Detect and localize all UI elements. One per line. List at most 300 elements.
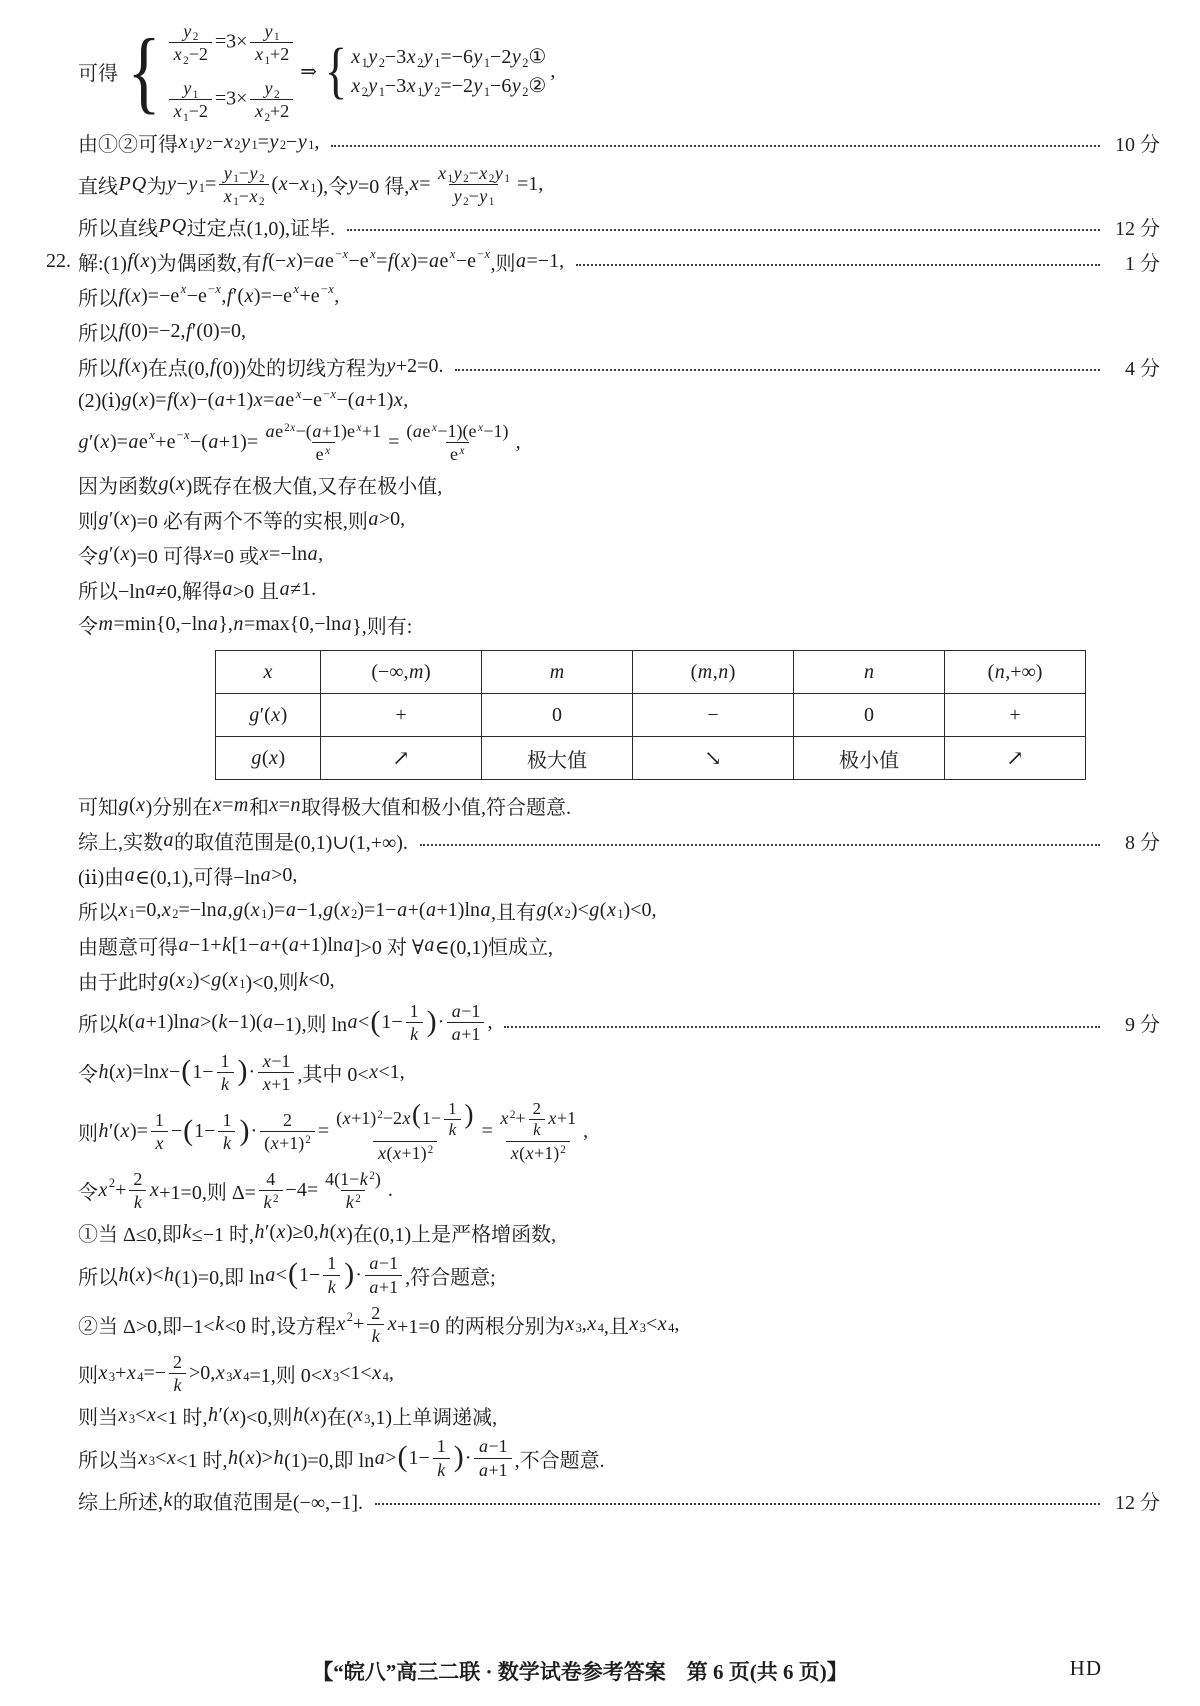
- equation-system-rows: [166, 21, 296, 122]
- math-var: x: [223, 185, 232, 206]
- math-content: (ⅱ)由 a ∈(0,1),可得−ln a >0,: [78, 864, 298, 890]
- fraction-denominator: a+1: [447, 1022, 484, 1044]
- big-paren: ): [464, 1099, 474, 1130]
- equation-row: x 2y 1−3x 1y 2=−2y 1−6y 2②: [351, 75, 547, 100]
- fraction-denominator: [367, 1324, 384, 1346]
- math-line: [0, 1051, 1160, 1094]
- superscript: [476, 422, 483, 434]
- fraction-numerator: x−1: [262, 1050, 291, 1071]
- math-var: x: [173, 44, 182, 65]
- fraction: [217, 1051, 234, 1094]
- math-var: a: [288, 934, 299, 957]
- math-line: [0, 21, 1160, 122]
- subscript: 1: [198, 180, 205, 195]
- math-var: x: [299, 172, 309, 195]
- table-cell: [945, 694, 1086, 737]
- dot-leader: [347, 229, 1100, 231]
- math-var: a: [428, 249, 439, 272]
- table-row-label: g′(x): [216, 694, 321, 737]
- math-line: [0, 128, 1160, 157]
- table-cell: [482, 737, 633, 780]
- math-var: x: [269, 794, 279, 817]
- dot-leader: [375, 1503, 1100, 1505]
- math-line: [0, 387, 1160, 415]
- subscript: 1: [233, 172, 239, 185]
- trend-arrow-icon: ↘: [704, 745, 722, 770]
- math-var: a: [259, 934, 270, 957]
- math-var: g: [98, 543, 109, 566]
- fraction: [250, 78, 293, 124]
- math-var: f: [118, 284, 125, 307]
- fraction: [260, 1110, 315, 1153]
- math-var: x: [484, 247, 491, 262]
- fraction-numerator: $(x+1)^2-2x(1-$ $\frac{1}{k}$ ): [336, 1098, 474, 1140]
- math-var: y: [183, 21, 192, 41]
- math-var: x: [98, 1179, 108, 1202]
- subscript: 2: [234, 138, 241, 153]
- math-var: x: [336, 1312, 346, 1335]
- math-var: g: [98, 508, 109, 531]
- math-content: 由①②可得 x 1 y 2 − x 2 y 1 = y 2 − y 1 ,: [78, 130, 320, 156]
- math-var: x: [180, 389, 190, 412]
- math-var: k: [263, 1192, 272, 1213]
- subscript: 2: [564, 906, 571, 921]
- math-var: a: [369, 1253, 379, 1274]
- math-var: f: [127, 249, 133, 272]
- math-var: x: [250, 899, 260, 922]
- subscript: 4: [137, 1369, 144, 1384]
- math-var: k: [173, 1375, 182, 1396]
- subscript: 3: [128, 1412, 136, 1427]
- subscript: 3: [108, 1369, 116, 1384]
- subscript: 2: [522, 85, 529, 100]
- math-content: 所以 k ( a +1)ln a >( k −1)( a −1),则 ln a < ( 1− $\frac{1}{k}$ ) · $\frac{a-1}{a+1}$ ,: [78, 1001, 493, 1045]
- math-var: x: [253, 389, 263, 412]
- math-var: h: [118, 1263, 129, 1286]
- math-var: a: [222, 578, 233, 601]
- subscript: 2: [361, 85, 368, 100]
- subscript: 4: [668, 1320, 675, 1335]
- math-var: a: [312, 420, 322, 441]
- math-var: x: [262, 1073, 271, 1094]
- math-var: x: [146, 1404, 156, 1427]
- table-row: [216, 694, 1086, 737]
- math-var: x: [629, 1312, 639, 1335]
- subscript: 4: [597, 1320, 604, 1335]
- table-row: [216, 737, 1086, 780]
- superscript: [458, 445, 465, 457]
- subscript: 2: [463, 196, 469, 209]
- math-var: y: [473, 75, 483, 98]
- math-var: x: [212, 794, 222, 817]
- math-var: x: [138, 1446, 148, 1469]
- fraction-denominator: [151, 1131, 168, 1153]
- math-line: [0, 282, 1160, 311]
- subscript: 1: [183, 111, 189, 124]
- fraction: [447, 1001, 484, 1044]
- superscript: 2: [108, 1176, 116, 1191]
- math-var: x: [173, 101, 182, 122]
- math-var: h: [98, 1120, 109, 1142]
- math-var: f: [167, 389, 173, 412]
- math-var: x: [176, 969, 186, 992]
- math-var: g: [251, 746, 262, 769]
- math-var: x: [100, 431, 110, 454]
- subscript: 3: [226, 1369, 233, 1384]
- math-var: x: [98, 1362, 108, 1385]
- math-var: x: [136, 794, 146, 817]
- fraction: [402, 421, 512, 464]
- subscript: 2: [434, 85, 441, 100]
- math-var: x: [139, 389, 149, 412]
- math-var: k: [182, 1221, 192, 1244]
- math-var: x: [437, 162, 446, 183]
- fraction-denominator: [444, 1119, 460, 1140]
- math-content: 所以 h ( x )< h (1)=0,即 ln a < ( 1− $\frac{1}{k}$ ) · $\frac{a-1}{a+1}$ ,符合题意;: [78, 1253, 496, 1297]
- math-var: h: [292, 1404, 303, 1427]
- table-row-label: g(x): [216, 737, 321, 780]
- fraction-numerator: 1: [409, 1001, 419, 1022]
- equation-row: $\frac{y 1}{x 1-2}$ =3× $\frac{y 2}{x 2+2}$: [166, 78, 296, 121]
- math-var: x: [244, 284, 254, 307]
- fraction-numerator: [260, 78, 284, 99]
- fraction: [169, 78, 212, 124]
- math-var: a: [314, 249, 325, 272]
- subscript: 3: [148, 1454, 156, 1469]
- fraction: [218, 1110, 235, 1153]
- math-var: a: [478, 1436, 488, 1457]
- fraction: [258, 1051, 294, 1094]
- math-var: m: [98, 613, 113, 636]
- math-var: k: [163, 1488, 173, 1511]
- table-header-cell: (−∞,m): [321, 651, 482, 694]
- math-var: a: [145, 578, 156, 601]
- math-var: y: [494, 162, 503, 183]
- math-line: [0, 575, 1160, 604]
- math-content: 由于此时 g ( x 2 )< g ( x 1 )<0,则 k <0,: [78, 969, 335, 995]
- equation-system-rows: [351, 44, 547, 98]
- math-var: x: [178, 130, 188, 153]
- math-var: k: [118, 1011, 128, 1034]
- math-var: y: [167, 172, 177, 195]
- fraction: [365, 1253, 402, 1296]
- fraction-denominator: [259, 1190, 283, 1212]
- superscript: −x: [334, 247, 348, 262]
- math-line: [0, 826, 1160, 855]
- fraction: [259, 1169, 283, 1212]
- table-cell: [482, 694, 633, 737]
- fraction-denominator: [529, 1119, 545, 1140]
- superscript: −x: [477, 247, 491, 262]
- table-cell-value: +: [1009, 703, 1021, 726]
- math-content: 则当 x 3 < x <1 时, h ′( x )<0,则 h ( x )在( x 3 ,1)上单调递减,: [78, 1404, 498, 1430]
- superscript: 2: [509, 1108, 516, 1121]
- math-var: g: [158, 969, 169, 992]
- math-var: Q: [131, 172, 147, 195]
- subscript: 1: [308, 138, 315, 153]
- math-var: x: [230, 1404, 239, 1427]
- superscript: 2: [427, 1143, 434, 1156]
- math-var: g: [118, 794, 129, 817]
- subscript: 1: [417, 85, 424, 100]
- math-var: y: [453, 162, 462, 183]
- math-var: a: [343, 934, 354, 957]
- math-var: x: [510, 1142, 519, 1163]
- math-var: x: [270, 1133, 279, 1153]
- math-var: a: [279, 578, 290, 601]
- superscript: [448, 247, 456, 262]
- score-label: 1 分: [1125, 252, 1160, 275]
- math-var: x: [295, 386, 302, 401]
- math-var: x: [587, 1312, 597, 1335]
- math-content: 综上,实数 a 的取值范围是(0,1)∪(1,+∞).: [78, 829, 408, 855]
- table-header-cell: (n,+∞): [945, 651, 1086, 694]
- math-var: x: [215, 1362, 225, 1385]
- math-var: a: [208, 431, 219, 454]
- subscript: 1: [251, 138, 258, 153]
- subscript: 1: [617, 906, 624, 921]
- score-label: 4 分: [1125, 357, 1160, 380]
- math-var: a: [374, 1446, 385, 1469]
- math-var: a: [412, 420, 422, 441]
- math-var: x: [183, 428, 190, 443]
- superscript: [294, 387, 302, 402]
- equation-row: $\frac{y 2}{x 2-2}$ =3× $\frac{y 1}{x 1+2}$: [166, 21, 296, 64]
- math-content: 令 g ′( x )=0 可得 x =0 或 x =−ln a ,: [78, 543, 324, 569]
- fraction-denominator: x 1−2: [169, 99, 212, 121]
- superscript: [292, 282, 300, 297]
- fraction-numerator: x $^2$+ $\frac{2}{k}$ x+1: [500, 1098, 577, 1140]
- math-var: x: [477, 421, 483, 434]
- math-var: x: [401, 249, 411, 272]
- math-var: x: [340, 899, 350, 922]
- math-var: x: [118, 899, 128, 922]
- math-var: x: [351, 75, 361, 98]
- fraction-denominator: [433, 1458, 450, 1480]
- fraction-numerator: 2: [371, 1302, 381, 1323]
- fraction: [169, 21, 212, 67]
- superscript: 2: [369, 1170, 375, 1182]
- math-var: k: [222, 1133, 231, 1153]
- subscript: 1: [361, 56, 368, 71]
- subscript: 2: [183, 54, 189, 67]
- math-content: 所以 f ( x )=−e x −e −x , f ′( x )=−e x +e −x ,: [78, 282, 340, 310]
- math-var: x: [372, 1362, 382, 1385]
- fraction-numerator: a−1: [451, 1001, 481, 1022]
- math-var: x: [406, 75, 416, 98]
- equation-row: x 1y 2−3x 2y 1=−6y 1−2y 2①: [351, 46, 547, 71]
- fraction: [219, 162, 268, 209]
- fraction: [444, 1100, 460, 1140]
- math-var: x: [228, 969, 238, 992]
- math-var: y: [453, 185, 462, 206]
- math-var: g: [121, 389, 132, 412]
- math-var: y: [423, 75, 433, 98]
- math-var: f: [118, 319, 125, 342]
- fraction: [406, 1001, 423, 1044]
- score-label: 12 分: [1115, 217, 1160, 240]
- math-var: P: [118, 172, 131, 195]
- left-brace-icon: {: [324, 36, 348, 105]
- math-var: x: [565, 1312, 575, 1335]
- math-var: P: [158, 214, 171, 237]
- math-var: a: [178, 934, 189, 957]
- math-content: 所以−ln a ≠0,解得 a >0 且 a ≠1.: [78, 578, 317, 604]
- fraction-denominator: x 2+2: [250, 99, 293, 121]
- fraction: [323, 1253, 340, 1296]
- math-var: a: [135, 1011, 146, 1034]
- math-var: y: [264, 21, 273, 41]
- math-line: [0, 247, 1160, 276]
- math-var: x: [215, 282, 221, 297]
- subscript: 2: [186, 976, 193, 991]
- math-var: g: [158, 473, 169, 496]
- math-var: x: [293, 282, 300, 297]
- math-var: x: [262, 1050, 271, 1071]
- math-content: 所以当 x 3 < x <1 时, h ( x )> h (1)=0,即 ln a > ( 1− $\frac{1}{k}$ ) · $\frac{a-1}{a+1}$ ,不合题意.: [78, 1436, 605, 1480]
- math-content: 令 x 2 + $\frac{2}{k}$ x +1=0,则 Δ= $\frac{4}{k ^2}$ −4= $\frac{4(1-k ^2)}{k ^2}$ .: [78, 1169, 393, 1213]
- math-content: 所以 x 1 =0, x 2 =−ln a , g ( x 1 )= a −1, g ( x 2 )=1− a +( a +1)ln a ,且有 g ( x 2 )< g ( x 1 )<0,: [78, 899, 657, 925]
- equation-system: [321, 36, 547, 105]
- math-line: [0, 470, 1160, 499]
- fraction-denominator: [406, 1022, 423, 1044]
- math-var: g: [249, 703, 260, 726]
- fraction-numerator: 2: [282, 1109, 292, 1130]
- subscript: 2: [279, 138, 287, 153]
- math-line: [0, 966, 1160, 995]
- fraction-numerator: 2: [532, 1098, 541, 1118]
- fraction: [496, 1100, 580, 1163]
- subscript: 3: [364, 1412, 371, 1427]
- math-var: x: [136, 1263, 146, 1286]
- fraction-denominator: x+1: [258, 1072, 294, 1094]
- math-var: x: [269, 746, 278, 769]
- math-var: a: [516, 249, 527, 272]
- subscript: 2: [205, 138, 213, 153]
- fraction: [433, 1436, 450, 1479]
- math-var: y: [195, 130, 205, 153]
- math-line: [0, 1401, 1160, 1430]
- fraction-numerator: 1: [220, 1050, 230, 1071]
- math-var: k: [298, 969, 308, 992]
- subscript: 2: [192, 31, 199, 44]
- math-var: x: [310, 1404, 320, 1427]
- math-var: y: [223, 162, 232, 183]
- math-var: x: [271, 703, 281, 726]
- math-var: f: [185, 319, 192, 342]
- table-cell-value: 极大值: [527, 749, 587, 772]
- math-var: x: [657, 1312, 667, 1335]
- subscript: 2: [522, 56, 529, 71]
- math-content: 解:(1) f ( x )为偶函数,有 f (− x )= a e −x −e x = f ( x )= a e x −e −x ,则 a =−1,: [78, 247, 565, 275]
- fraction-numerator: 4(1−k $^2$): [325, 1169, 381, 1190]
- math-content: 因为函数 g ( x )既存在极大值,又存在极小值,: [78, 473, 443, 499]
- fraction-numerator: a−1: [478, 1436, 508, 1457]
- math-var: x: [290, 421, 296, 434]
- math-var: a: [397, 899, 408, 922]
- math-var: Q: [171, 214, 187, 237]
- math-line: [0, 1100, 1160, 1163]
- math-var: a: [354, 389, 365, 412]
- subscript: 2: [351, 906, 358, 921]
- dot-leader: [576, 264, 1100, 266]
- fraction: [151, 1110, 168, 1153]
- math-line: [0, 610, 1160, 639]
- math-var: y: [368, 75, 378, 98]
- math-content: 可知 g ( x )分别在 x = m 和 x = n 取得极大值和极小值,符合题意.: [78, 794, 572, 820]
- math-var: x: [342, 1108, 351, 1129]
- math-var: x: [120, 1120, 130, 1142]
- math-var: n: [864, 660, 874, 683]
- math-var: y: [348, 172, 358, 195]
- subscript: 1: [483, 85, 491, 100]
- subscript: 1: [274, 31, 280, 44]
- math-line: [0, 896, 1160, 925]
- fraction-denominator: [323, 1275, 340, 1297]
- math-content: (2)(ⅰ) g ( x )= f ( x )−( a +1) x = a e x −e −x −( a +1) x ,: [78, 386, 409, 413]
- math-var: g: [536, 899, 547, 922]
- math-line: [0, 1303, 1160, 1346]
- trend-arrow-icon: ↗: [1006, 745, 1024, 770]
- math-var: a: [163, 829, 174, 852]
- math-content: 令 m =min{0,−ln a }, n =max{0,−ln a },则有:: [78, 613, 413, 639]
- math-content: 直线 P Q 为 y − y 1 = $\frac{y 1-y 2}{x 1-x 2}$ ( x − x 1 ),令 y =0 得, x = $\frac{x 1y 2-x 2y 1}{y 2-y 1}$ =1,: [78, 162, 544, 209]
- math-content: 令 h ( x )=ln x − ( 1− $\frac{1}{k}$ ) · $\frac{x-1}{x+1}$ ,其中 0< x <1,: [78, 1050, 405, 1094]
- table-cell: [321, 694, 482, 737]
- math-var: x: [392, 1142, 401, 1163]
- fraction: [321, 1169, 385, 1212]
- math-var: a: [341, 613, 352, 636]
- math-var: k: [371, 1325, 380, 1346]
- math-var: m: [233, 794, 249, 817]
- big-paren: (: [412, 1099, 422, 1130]
- table-header-cell: [794, 651, 945, 694]
- math-var: x: [370, 247, 376, 262]
- math-var: n: [994, 660, 1005, 683]
- table-cell-value: 0: [864, 703, 874, 726]
- math-var: a: [260, 864, 271, 887]
- math-var: h: [254, 1221, 265, 1244]
- math-var: h: [164, 1263, 175, 1286]
- fraction-denominator: [218, 1131, 235, 1153]
- math-var: a: [424, 934, 435, 957]
- math-content: 所以 f (0)=−2, f ′(0)=0,: [78, 319, 246, 345]
- fraction-denominator: $(x+1)^2$: [260, 1131, 315, 1153]
- math-var: y: [473, 46, 483, 69]
- math-var: y: [511, 75, 521, 98]
- math-var: k: [222, 934, 231, 957]
- subscript: 3: [575, 1320, 582, 1335]
- subscript: 1: [233, 196, 239, 209]
- fraction-denominator: [217, 1072, 234, 1094]
- math-var: x: [325, 444, 331, 457]
- table-cell: [321, 737, 482, 780]
- math-var: y: [264, 78, 273, 99]
- math-var: x: [479, 162, 488, 183]
- math-var: a: [347, 1011, 358, 1034]
- math-var: f: [387, 249, 394, 272]
- math-var: y: [183, 78, 192, 99]
- fraction-denominator: y 2−y 1: [449, 184, 498, 206]
- fraction-numerator: 4: [266, 1169, 276, 1190]
- subscript: 2: [258, 172, 265, 185]
- math-content: 所以直线 P Q 过定点(1,0),证毕.: [78, 214, 335, 240]
- subscript: 2: [463, 172, 469, 185]
- math-var: a: [451, 1001, 461, 1022]
- fraction-denominator: e $^x$: [446, 442, 469, 464]
- math-var: x: [525, 1142, 534, 1163]
- math-var: h: [208, 1404, 219, 1427]
